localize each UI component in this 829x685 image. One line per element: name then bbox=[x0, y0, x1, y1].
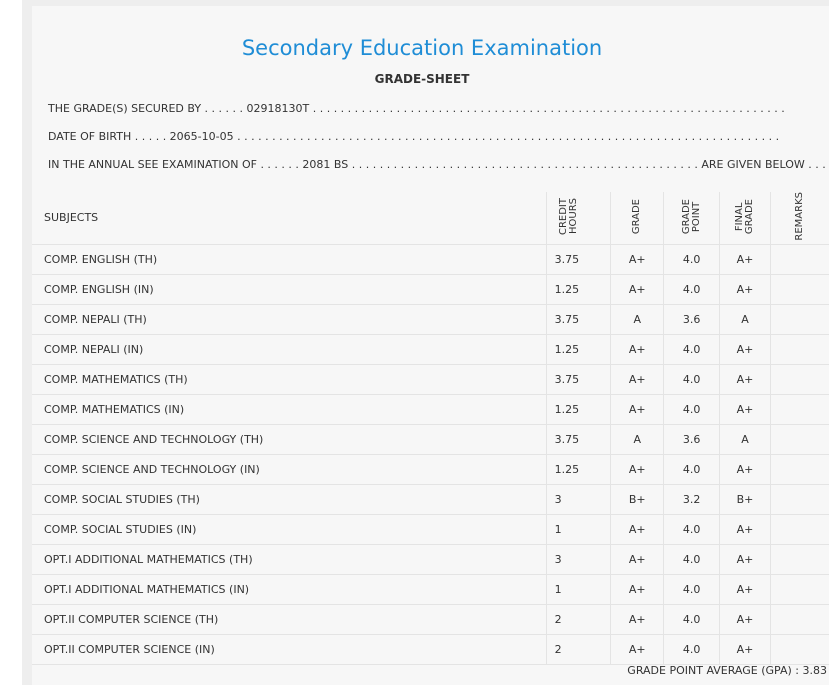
subject-cell: COMP. SOCIAL STUDIES (TH) bbox=[32, 484, 546, 514]
final-grade-cell: A+ bbox=[719, 274, 771, 304]
grade-point-cell: 4.0 bbox=[664, 334, 719, 364]
table-row bbox=[32, 334, 829, 364]
grade-point-cell: 4.0 bbox=[664, 544, 719, 574]
grade-point-cell: 4.0 bbox=[664, 604, 719, 634]
subject-cell: OPT.II COMPUTER SCIENCE (IN) bbox=[32, 634, 546, 664]
remarks-cell bbox=[771, 364, 829, 394]
credit-hours-cell: 3 bbox=[546, 484, 611, 514]
subject-cell: COMP. SCIENCE AND TECHNOLOGY (IN) bbox=[32, 454, 546, 484]
grade-cell: A+ bbox=[611, 364, 664, 394]
subject-cell: COMP. NEPALI (TH) bbox=[32, 304, 546, 334]
final-grade-cell: A bbox=[719, 304, 771, 334]
credit-hours-cell: 1.25 bbox=[546, 274, 611, 304]
final-grade-cell: A+ bbox=[719, 544, 771, 574]
final-grade-cell: A+ bbox=[719, 514, 771, 544]
credit-hours-cell: 3.75 bbox=[546, 424, 611, 454]
table-row bbox=[32, 274, 829, 304]
grade-point-cell: 4.0 bbox=[664, 364, 719, 394]
credit-hours-cell: 3 bbox=[546, 544, 611, 574]
grade-cell: A+ bbox=[611, 544, 664, 574]
remarks-cell bbox=[771, 244, 829, 274]
grade-point-cell: 4.0 bbox=[664, 634, 719, 664]
gpa-summary: GRADE POINT AVERAGE (GPA) : 3.83 bbox=[627, 664, 827, 677]
credit-hours-cell: 1 bbox=[546, 574, 611, 604]
subject-cell: COMP. MATHEMATICS (IN) bbox=[32, 394, 546, 424]
credit-hours-cell: 1.25 bbox=[546, 334, 611, 364]
grade-cell: A bbox=[611, 304, 664, 334]
final-grade-header bbox=[719, 192, 771, 244]
remarks-cell bbox=[771, 454, 829, 484]
credit-hours-cell: 3.75 bbox=[546, 244, 611, 274]
subject-cell: COMP. MATHEMATICS (TH) bbox=[32, 364, 546, 394]
remarks-cell bbox=[771, 604, 829, 634]
subjects-header: SUBJECTS bbox=[32, 192, 546, 244]
final-grade-header-label: FINAL GRADE bbox=[734, 198, 755, 234]
table-row bbox=[32, 514, 829, 544]
secured-by-line: THE GRADE(S) SECURED BY . . . . . . 02918130T . . . . . . . . . . . . . . . . . . . . . . . . . . . . . . . . . . . . . . . . . . . . . . . . . . . . . . . . . . . . . . . . . . . . bbox=[48, 102, 785, 115]
remarks-cell bbox=[771, 544, 829, 574]
table-row bbox=[32, 574, 829, 604]
grade-cell: A+ bbox=[611, 394, 664, 424]
final-grade-cell: B+ bbox=[719, 484, 771, 514]
credit-hours-header bbox=[546, 192, 611, 244]
grade-header bbox=[611, 192, 664, 244]
subject-cell: OPT.II COMPUTER SCIENCE (TH) bbox=[32, 604, 546, 634]
grade-point-cell: 4.0 bbox=[664, 244, 719, 274]
grade-sheet bbox=[22, 0, 829, 685]
final-grade-cell: A+ bbox=[719, 394, 771, 424]
grade-point-cell: 4.0 bbox=[664, 394, 719, 424]
subject-cell: COMP. NEPALI (IN) bbox=[32, 334, 546, 364]
grade-point-cell: 3.6 bbox=[664, 424, 719, 454]
remarks-cell bbox=[771, 634, 829, 664]
grade-point-cell: 4.0 bbox=[664, 454, 719, 484]
table-row bbox=[32, 454, 829, 484]
grade-cell: A+ bbox=[611, 274, 664, 304]
remarks-cell bbox=[771, 304, 829, 334]
remarks-cell bbox=[771, 514, 829, 544]
final-grade-cell: A+ bbox=[719, 574, 771, 604]
grade-header-label: GRADE bbox=[631, 198, 643, 234]
table-row bbox=[32, 604, 829, 634]
credit-hours-cell: 1.25 bbox=[546, 454, 611, 484]
grade-cell: A+ bbox=[611, 634, 664, 664]
subject-cell: COMP. ENGLISH (IN) bbox=[32, 274, 546, 304]
credit-hours-header-label: CREDIT HOURS bbox=[557, 197, 579, 235]
remarks-cell bbox=[771, 424, 829, 454]
grade-cell: B+ bbox=[611, 484, 664, 514]
grade-point-cell: 4.0 bbox=[664, 574, 719, 604]
final-grade-cell: A+ bbox=[719, 604, 771, 634]
exam-year-line: IN THE ANNUAL SEE EXAMINATION OF . . . . . . 2081 BS . . . . . . . . . . . . . . . . . . . . . . . . . . . . . . . . . . . . . . . . . . . . . . . . . . ARE GIVEN BELOW . . . bbox=[48, 158, 826, 171]
credit-hours-cell: 2 bbox=[546, 634, 611, 664]
remarks-header bbox=[771, 192, 829, 244]
credit-hours-cell: 3.75 bbox=[546, 304, 611, 334]
subject-cell: COMP. ENGLISH (TH) bbox=[32, 244, 546, 274]
final-grade-cell: A bbox=[719, 424, 771, 454]
credit-hours-cell: 1 bbox=[546, 514, 611, 544]
final-grade-cell: A+ bbox=[719, 364, 771, 394]
grade-cell: A+ bbox=[611, 244, 664, 274]
table-row bbox=[32, 394, 829, 424]
grade-point-cell: 3.2 bbox=[664, 484, 719, 514]
credit-hours-cell: 1.25 bbox=[546, 394, 611, 424]
final-grade-cell: A+ bbox=[719, 634, 771, 664]
table-row bbox=[32, 424, 829, 454]
table-row bbox=[32, 364, 829, 394]
table-header-row bbox=[32, 192, 829, 244]
grade-point-cell: 3.6 bbox=[664, 304, 719, 334]
grade-cell: A bbox=[611, 424, 664, 454]
table-row bbox=[32, 484, 829, 514]
grade-cell: A+ bbox=[611, 574, 664, 604]
subject-cell: COMP. SCIENCE AND TECHNOLOGY (TH) bbox=[32, 424, 546, 454]
table-row bbox=[32, 544, 829, 574]
table-row bbox=[32, 634, 829, 664]
remarks-header-label: REMARKS bbox=[794, 192, 806, 241]
table-row bbox=[32, 304, 829, 334]
remarks-cell bbox=[771, 274, 829, 304]
sheet-subtitle: GRADE-SHEET bbox=[374, 72, 470, 86]
final-grade-cell: A+ bbox=[719, 244, 771, 274]
exam-title: Secondary Education Examination bbox=[241, 36, 603, 60]
grade-point-header-label: GRADE POINT bbox=[680, 198, 702, 234]
credit-hours-cell: 3.75 bbox=[546, 364, 611, 394]
grade-cell: A+ bbox=[611, 604, 664, 634]
grade-cell: A+ bbox=[611, 514, 664, 544]
table-row bbox=[32, 244, 829, 274]
final-grade-cell: A+ bbox=[719, 334, 771, 364]
credit-hours-cell: 2 bbox=[546, 604, 611, 634]
subject-cell: OPT.I ADDITIONAL MATHEMATICS (TH) bbox=[32, 544, 546, 574]
grade-point-cell: 4.0 bbox=[664, 274, 719, 304]
grade-cell: A+ bbox=[611, 454, 664, 484]
subject-cell: OPT.I ADDITIONAL MATHEMATICS (IN) bbox=[32, 574, 546, 604]
date-of-birth-line: DATE OF BIRTH . . . . . 2065-10-05 . . . . . . . . . . . . . . . . . . . . . . . . . . . . . . . . . . . . . . . . . . . . . . . . . . . . . . . . . . . . . . . . . . . . . . . . . . . . . . bbox=[48, 130, 780, 143]
grade-cell: A+ bbox=[611, 334, 664, 364]
final-grade-cell: A+ bbox=[719, 454, 771, 484]
remarks-cell bbox=[771, 334, 829, 364]
remarks-cell bbox=[771, 574, 829, 604]
grade-point-cell: 4.0 bbox=[664, 514, 719, 544]
subject-cell: COMP. SOCIAL STUDIES (IN) bbox=[32, 514, 546, 544]
grade-point-header bbox=[664, 192, 719, 244]
grades-table bbox=[32, 192, 829, 665]
remarks-cell bbox=[771, 484, 829, 514]
remarks-cell bbox=[771, 394, 829, 424]
